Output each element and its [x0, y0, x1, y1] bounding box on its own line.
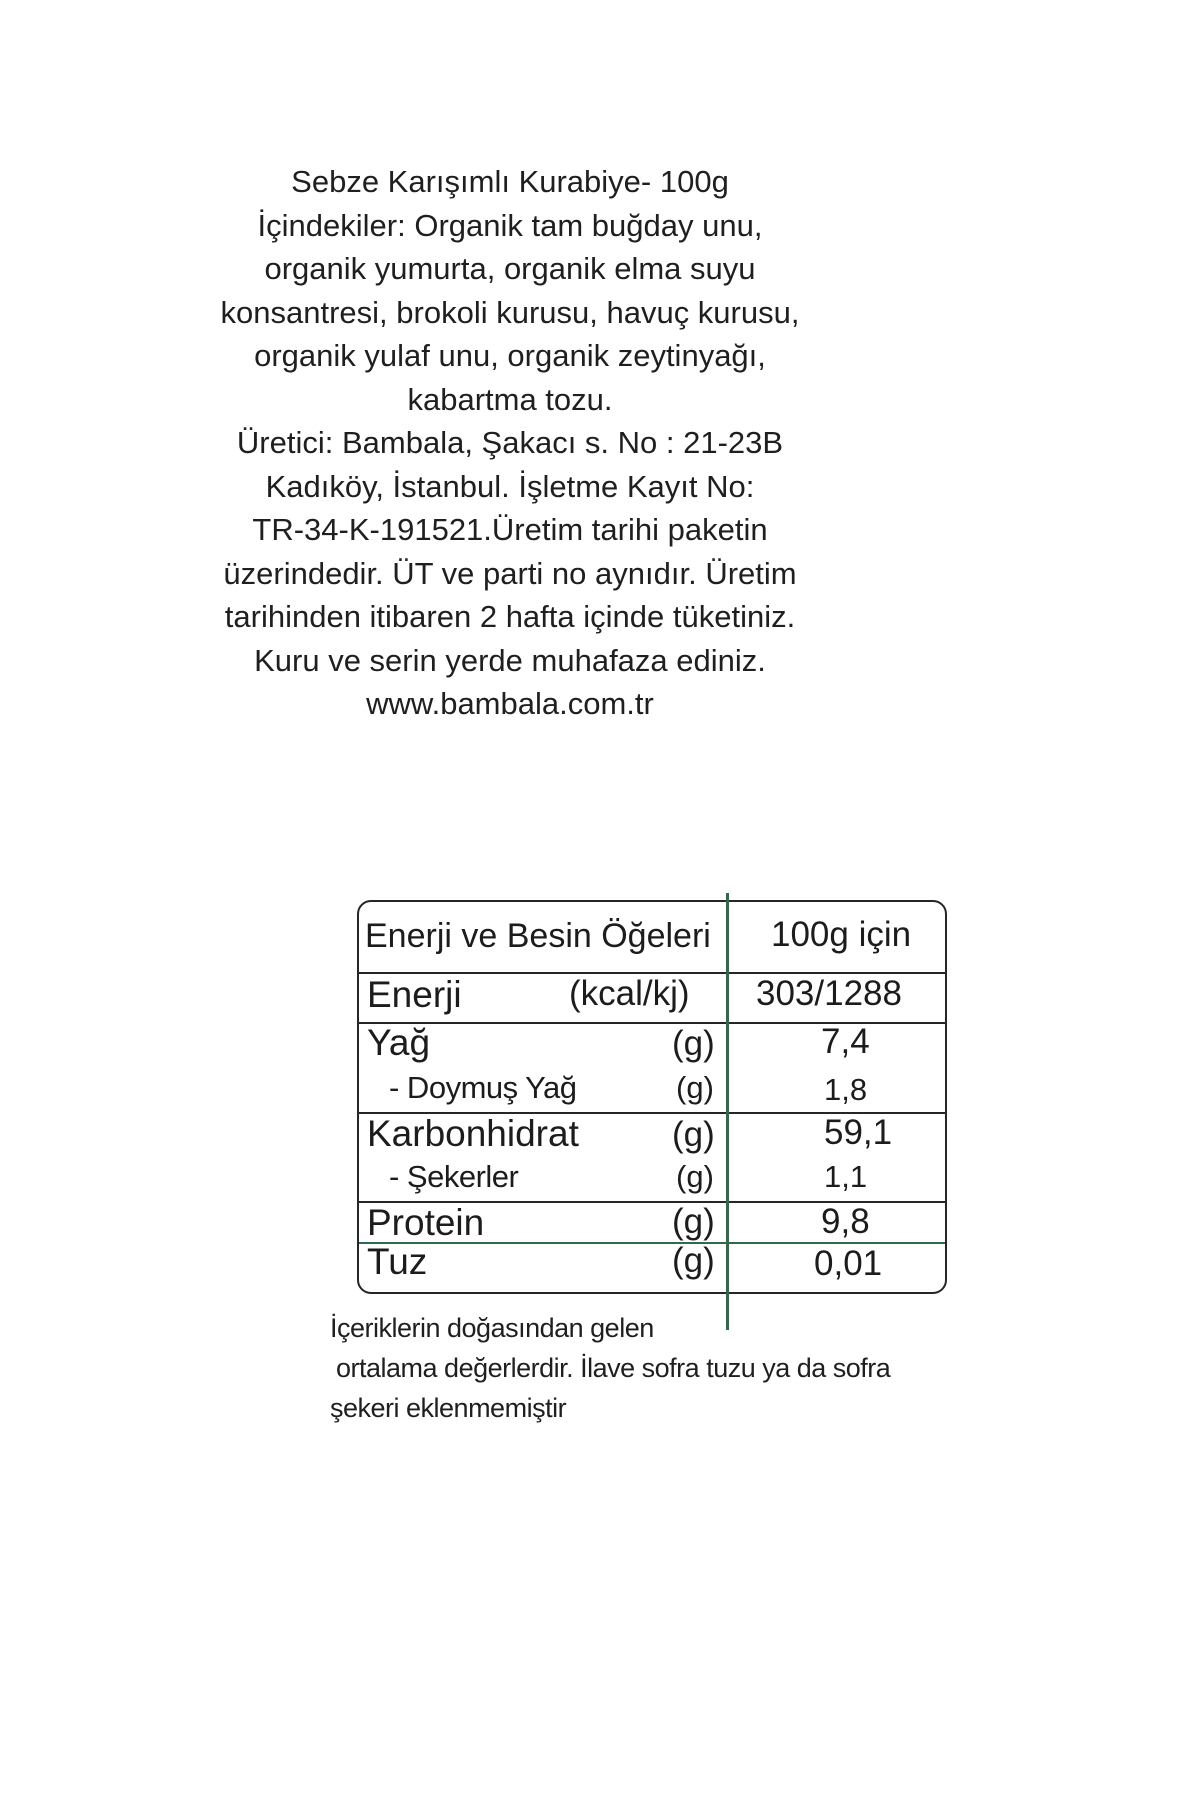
row-value-fat: 7,4 [821, 1022, 870, 1061]
footnote-line: İçeriklerin doğasından gelen [330, 1313, 654, 1343]
footnote-line: ortalama değerlerdir. İlave sofra tuzu ya da sofra [336, 1353, 891, 1383]
row-name-salt: Tuz [367, 1241, 428, 1282]
row-unit-saturated-fat: (g) [676, 1070, 714, 1105]
row-name-fat: Yağ [367, 1022, 431, 1063]
row-name-energy: Enerji [367, 974, 462, 1015]
storage-line: Kuru ve serin yerde muhafaza ediniz. [254, 642, 766, 678]
row-value-carbohydrate: 59,1 [824, 1113, 893, 1152]
ingredients-line: konsantresi, brokoli kurusu, havuç kurusu, [220, 294, 800, 330]
producer-line: Üretici: Bambala, Şakacı s. No : 21-23B [236, 425, 784, 460]
ingredients-line: organik yumurta, organik elma suyu [264, 251, 756, 286]
row-unit-fat: (g) [672, 1024, 715, 1063]
table-header-nutrients: Enerji ve Besin Öğeleri [365, 917, 711, 955]
ingredients-line: İçindekiler: Organik tam buğday unu, [257, 207, 763, 243]
row-value-protein: 9,8 [821, 1202, 870, 1241]
row-unit-protein: (g) [672, 1202, 715, 1241]
production-date-line: üzerindedir. ÜT ve parti no aynıdır. Üretim [223, 555, 797, 591]
product-label-text [150, 160, 870, 726]
row-unit-salt: (g) [672, 1241, 715, 1280]
ingredients-line: organik yulaf unu, organik zeytinyağı, [254, 338, 766, 373]
row-value-saturated-fat: 1,8 [824, 1072, 868, 1107]
footnote [330, 1308, 890, 1428]
row-value-sugars: 1,1 [824, 1159, 868, 1194]
table-header-per-100g: 100g için [771, 915, 912, 954]
row-name-carbohydrate: Karbonhidrat [367, 1113, 579, 1154]
consume-within-line: tarihinden itibaren 2 hafta içinde tüketiniz. [224, 599, 796, 634]
row-unit-sugars: (g) [676, 1159, 714, 1194]
product-title: Sebze Karışımlı Kurabiye- 100g [291, 164, 729, 199]
row-value-energy: 303/1288 [756, 974, 902, 1013]
row-unit-carbohydrate: (g) [672, 1115, 715, 1154]
ingredients-line: kabartma tozu. [407, 381, 613, 417]
producer-line: Kadıköy, İstanbul. İşletme Kayıt No: [265, 468, 755, 504]
nutrition-table [357, 900, 947, 1294]
website-line: www.bambala.com.tr [366, 686, 654, 721]
footnote-line: şekeri eklenmemiştir [330, 1393, 567, 1423]
row-value-salt: 0,01 [814, 1244, 883, 1283]
row-name-sugars: - Şekerler [389, 1159, 519, 1194]
registration-line: TR-34-K-191521.Üretim tarihi paketin [252, 512, 768, 547]
row-unit-energy: (kcal/kj) [569, 974, 690, 1013]
row-name-protein: Protein [367, 1202, 485, 1243]
row-name-saturated-fat: - Doymuş Yağ [389, 1070, 577, 1105]
table-column-divider [726, 893, 729, 1330]
